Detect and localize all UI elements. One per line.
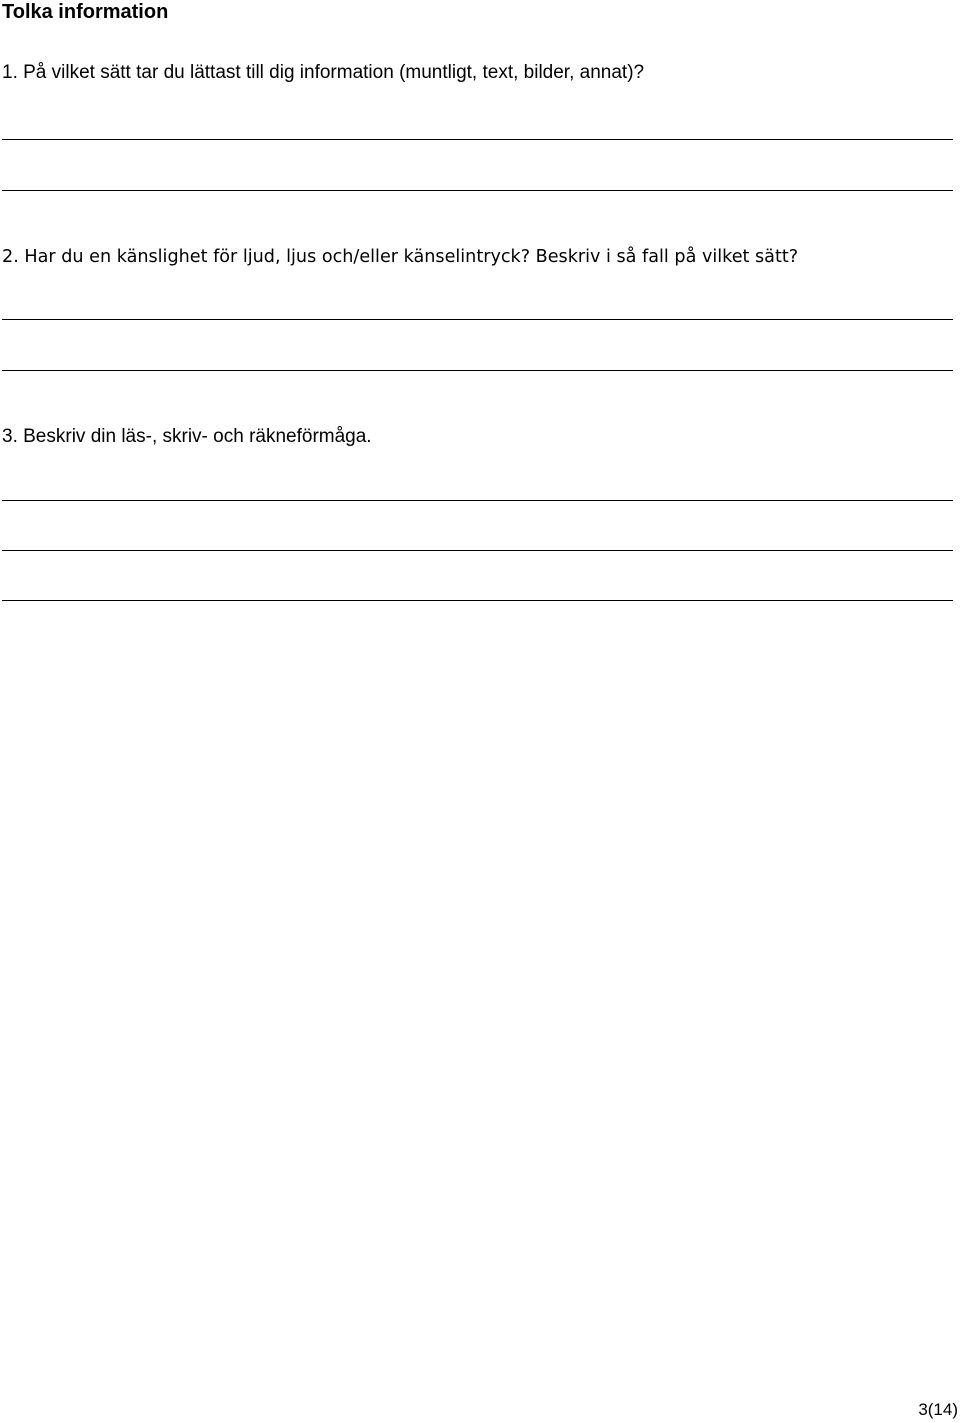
answer-line-q1-1[interactable] [2,139,953,140]
answer-line-q3-1[interactable] [2,500,953,501]
question-1: 1. På vilket sätt tar du lättast till dig information (muntligt, text, bilder, annat)? [2,62,645,83]
page-title: Tolka information [2,1,169,23]
answer-line-q3-3[interactable] [2,600,953,601]
answer-line-q1-2[interactable] [2,190,953,191]
answer-line-q2-2[interactable] [2,370,953,371]
page-number: 3(14) [918,1400,958,1419]
answer-line-q3-2[interactable] [2,550,953,551]
question-2: 2. Har du en känslighet för ljud, ljus och/eller känselintryck? Beskriv i så fall på vilket sätt? [2,247,799,267]
question-3: 3. Beskriv din läs-, skriv- och räkneförmåga. [2,426,372,447]
answer-line-q2-1[interactable] [2,319,953,320]
